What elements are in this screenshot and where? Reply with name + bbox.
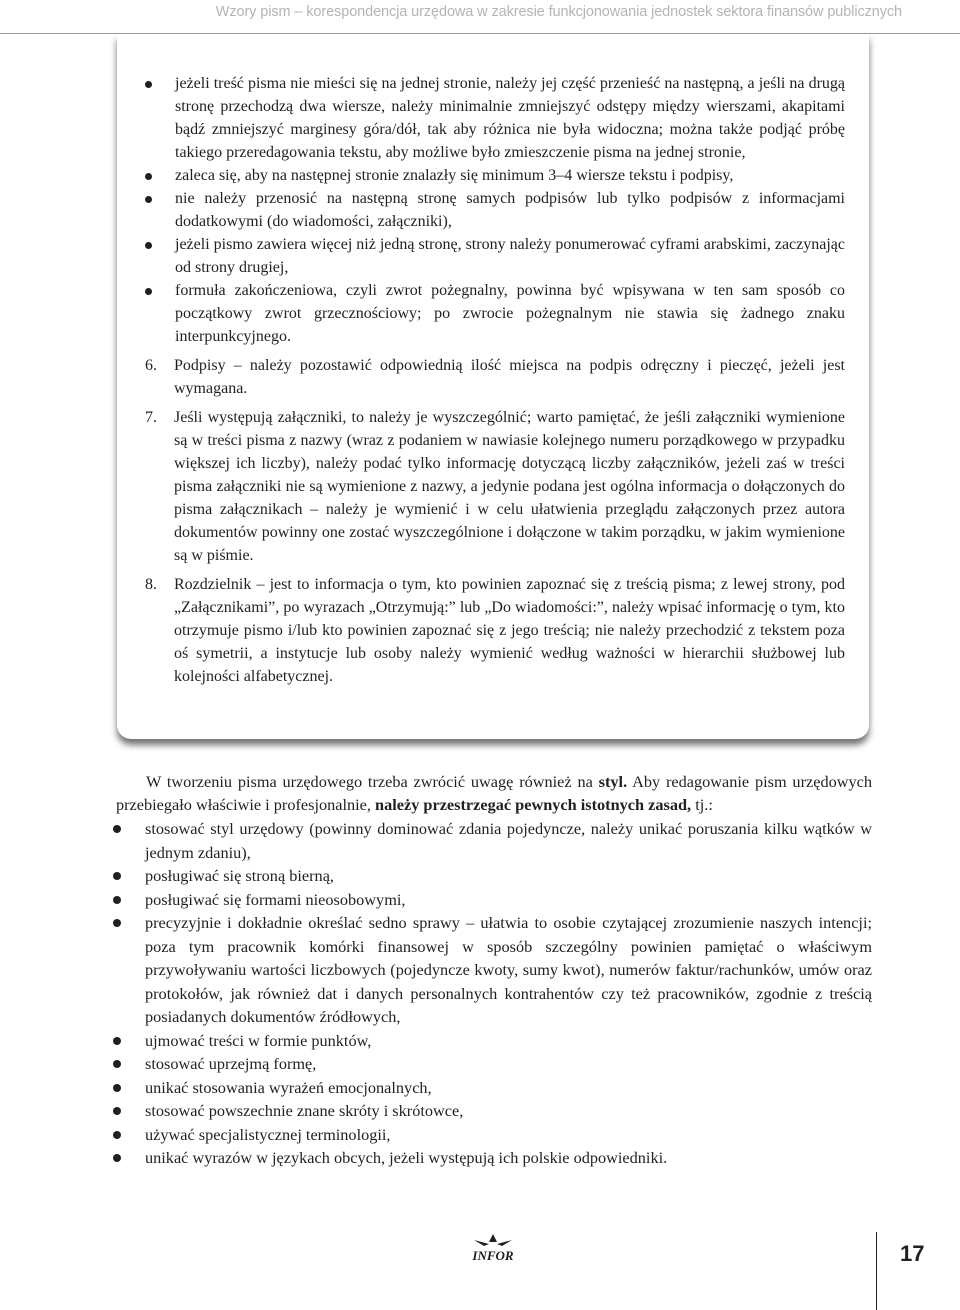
list-item: zaleca się, aby na następnej stronie znalazły się minimum 3–4 wiersze tekstu i podpisy, (145, 164, 845, 187)
numbered-list (145, 354, 845, 688)
content-box (117, 34, 869, 739)
intro-bold-rules: należy przestrzegać pewnych istotnych zasad, (375, 795, 692, 814)
list-item: unikać wyrazów w językach obcych, jeżeli występują ich polskie odpowiedniki. (113, 1146, 872, 1170)
main-text (116, 770, 872, 1170)
intro-bold-style: styl. (598, 772, 628, 791)
box-bullet-list (145, 72, 845, 348)
page-number: 17 (900, 1241, 925, 1266)
content-box-body (145, 72, 845, 688)
list-item: precyzyjnie i dokładnie określać sedno sprawy – ułatwia to osobie czytającej zrozumienie naszych intencji; poza tym pracownik komórki finansowej w sposób szczególny powinien pamiętać o właściwym przywoływaniu wartości liczbowych (pojedyncze kwoty, sumy kwot), numerów faktur/rachunków, umów oraz protokołów, jak również dat i danych personalnych kontrahentów czy też pracowników, zgodnie z treścią posiadanych dokumentów źródłowych, (113, 911, 872, 1029)
list-item: jeżeli pismo zawiera więcej niż jedną stronę, strony należy ponumerować cyframi arabskimi, zaczynając od strony drugiej, (145, 233, 845, 279)
item-number: 7. (145, 409, 157, 426)
numbered-item-6 (145, 354, 845, 400)
list-item: stosować styl urzędowy (powinny dominować zdania pojedyncze, należy unikać poruszania kilku wątków w jednym zdaniu), (113, 817, 872, 864)
numbered-item-8 (145, 573, 845, 688)
item-text: Jeśli występują załączniki, to należy je wyszczególnić; warto pamiętać, że jeśli załączniki wymienione są w treści pisma z nazwy (wraz z podaniem w nawiasie kolejnego numeru porządkowego w przypadku większej ich liczby), należy podać tylko informację dotyczącą liczby załączników, jeżeli zaś w treści pisma załączniki nie są wymienione z nazwy, a jedynie podana jest ogólna informacja o dołączonych do pisma załącznikach – należy je wymienić i w celu ułatwienia przeglądu załączonych przez autora dokumentów powinny one zostać wyszczególnione i dołączone w takim porządku, w jakim wymienione są w piśmie. (174, 409, 845, 564)
item-text: Podpisy – należy pozostawić odpowiednią ilość miejsca na podpis odręczny i pieczęć, jeżeli jest wymagana. (174, 357, 845, 397)
list-item: formuła zakończeniowa, czyli zwrot pożegnalny, powinna być wpisywana w ten sam sposób co początkowy zwrot grzecznościowy; po zwrocie pożegnalnym nie stawia się żadnego znaku interpunkcyjnego. (145, 279, 845, 348)
logo-text: INFOR (472, 1248, 514, 1263)
list-item: stosować powszechnie znane skróty i skrótowce, (113, 1099, 872, 1123)
item-number: 8. (145, 576, 157, 593)
running-header (0, 0, 960, 34)
list-item: nie należy przenosić na następną stronę samych podpisów lub tylko podpisów z informacjami dodatkowymi (do wiadomości, załączniki), (145, 187, 845, 233)
intro-text: W tworzeniu pisma urzędowego trzeba zwrócić uwagę również na (146, 772, 599, 791)
item-number: 6. (145, 357, 157, 374)
list-item: jeżeli treść pisma nie mieści się na jednej stronie, należy jej część przenieść na następną, a jeśli na drugą stronę przechodzą dwa wiersze, należy minimalnie zmniejszyć odstępy między wierszami, akapitami bądź zmniejszyć marginesy góra/dół, tak aby różnica nie była widoczna; można także podjąć próbę takiego przeredagowania tekstu, aby możliwe było zmieszczenie pisma na jednej stronie, (145, 72, 845, 164)
logo-mark-icon (474, 1234, 512, 1246)
running-title: Wzory pism – korespondencja urzędowa w zakresie funkcjonowania jednostek sektora finansów publicznych (215, 4, 902, 20)
item-text: Rozdzielnik – jest to informacja o tym, kto powinien zapoznać się z treścią pisma; z lewej strony, pod „Załącznikami”, po wyrazach „Otrzymują:” lub „Do wiadomości:”, należy wpisać informację o tym, kto otrzymuje pismo i/lub kto powinien zapoznać się z jego treścią; nie należy przechodzić z tekstem poza oś symetrii, a instytucje lub osoby należy wymienić według ważności w hierarchii służbowej lub kolejności alfabetycznej. (174, 576, 845, 685)
list-item: ujmować treści w formie punktów, (113, 1029, 872, 1053)
list-item: posługiwać się formami nieosobowymi, (113, 888, 872, 912)
list-item: posługiwać się stroną bierną, (113, 864, 872, 888)
intro-text: tj.: (691, 795, 713, 814)
list-item: używać specjalistycznej terminologii, (113, 1123, 872, 1147)
intro-text: Aby redagowanie pism urzędowych przebiegało właściwie i profesjonalnie, (116, 772, 872, 814)
footer-divider (876, 1232, 877, 1310)
infor-logo (460, 1233, 526, 1265)
numbered-item-7 (145, 406, 845, 567)
list-item: unikać stosowania wyrażeń emocjonalnych, (113, 1076, 872, 1100)
rules-bullet-list (113, 817, 872, 1170)
intro-paragraph (116, 770, 872, 816)
list-item: stosować uprzejmą formę, (113, 1052, 872, 1076)
